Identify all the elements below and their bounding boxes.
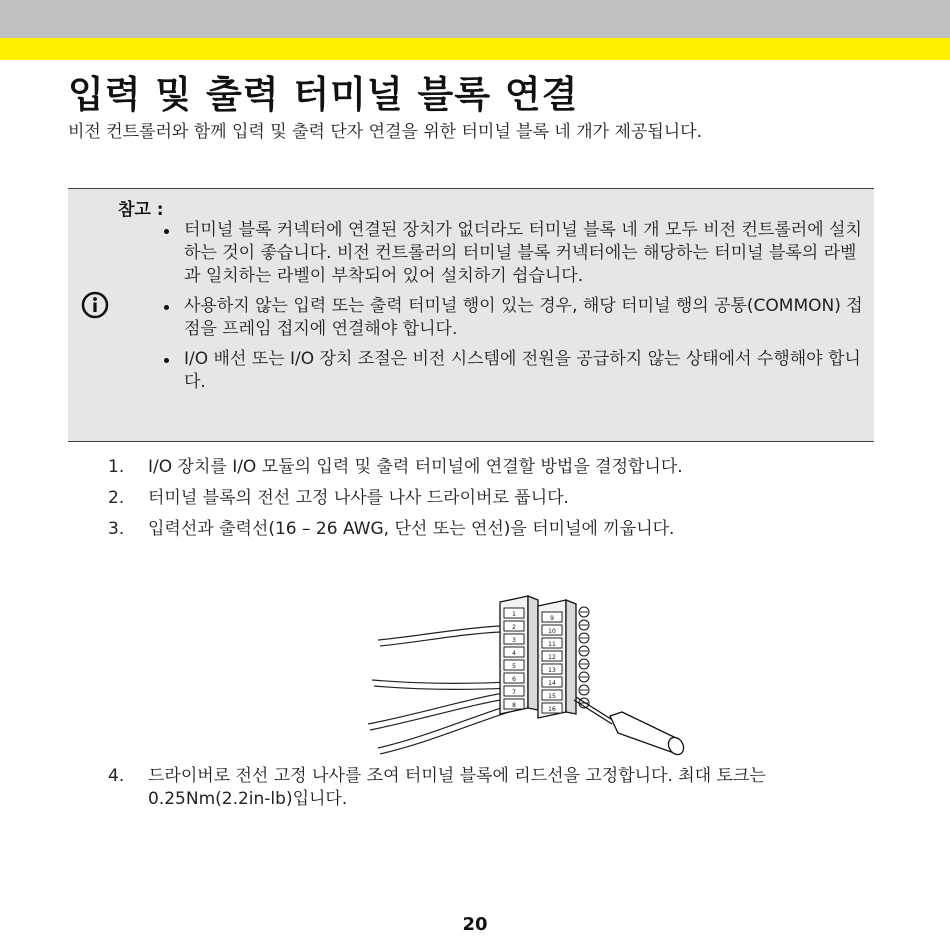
- note-item: [164, 219, 870, 288]
- note-item: [164, 348, 870, 394]
- bullet-icon: [164, 358, 169, 363]
- bullet-icon: [164, 229, 169, 234]
- bullet-icon: [164, 305, 169, 310]
- step-number: 2.: [108, 488, 125, 508]
- step-text: 드라이버로 전선 고정 나사를 조여 터미널 블록에 리드선을 고정합니다. 최대 토크는 0.25Nm(2.2in-lb)입니다.: [148, 766, 766, 809]
- info-icon: [81, 291, 109, 319]
- block-number: 11: [548, 641, 556, 648]
- block-number: 8: [512, 702, 516, 709]
- page-number: 20: [462, 914, 488, 935]
- block-number: 2: [512, 624, 516, 631]
- step-item: [108, 518, 868, 541]
- block-number: 10: [548, 628, 556, 635]
- screwdriver-icon: [574, 697, 687, 757]
- note-item-text: 사용하지 않는 입력 또는 출력 터미널 행이 있는 경우, 해당 터미널 행의 공통(COMMON) 접점을 프레임 접지에 연결해야 합니다.: [184, 296, 863, 339]
- block-number: 15: [548, 693, 556, 700]
- block-number: 12: [548, 654, 556, 661]
- block-number: 5: [512, 663, 516, 670]
- header-gray-bar: [0, 0, 950, 38]
- steps-list: [108, 456, 868, 549]
- note-item-text: I/O 배선 또는 I/O 장치 조절은 비전 시스템에 전원을 공급하지 않는 상태에서 수행해야 합니다.: [184, 349, 861, 392]
- block-number: 16: [548, 706, 556, 713]
- step-text: 입력선과 출력선(16 – 26 AWG, 단선 또는 연선)을 터미널에 끼웁니다.: [148, 519, 675, 539]
- step-text: I/O 장치를 I/O 모듈의 입력 및 출력 터미널에 연결할 방법을 결정합니다.: [148, 457, 683, 477]
- note-label: 참고 :: [118, 200, 164, 220]
- note-list: [164, 219, 870, 401]
- steps-list-continued: [108, 765, 868, 811]
- note-box: [68, 188, 874, 442]
- step-number: 4.: [108, 766, 125, 786]
- note-item-text: 터미널 블록 커넥터에 연결된 장치가 없더라도 터미널 블록 네 개 모두 비전 컨트롤러에 설치하는 것이 좋습니다. 비전 컨트롤러의 터미널 블록 커넥터에는 해당하는 터미널 블록의 라벨과 일치하는 라벨이 부착되어 있어 설치하기 쉽습니다.: [184, 220, 862, 286]
- block-number: 14: [548, 680, 556, 687]
- block-number: 9: [550, 615, 554, 622]
- step-item: [108, 487, 868, 510]
- step-number: 3.: [108, 519, 125, 539]
- block-number: 4: [512, 650, 516, 657]
- intro-paragraph: 비전 컨트롤러와 함께 입력 및 출력 단자 연결을 위한 터미널 블록 네 개가 제공됩니다.: [68, 122, 703, 142]
- page-title: 입력 및 출력 터미널 블록 연결: [68, 73, 579, 116]
- step-item: [108, 765, 868, 811]
- block-number: 7: [512, 689, 516, 696]
- block-number: 3: [512, 637, 516, 644]
- step-text: 터미널 블록의 전선 고정 나사를 나사 드라이버로 풉니다.: [148, 488, 569, 508]
- block-number: 1: [512, 611, 516, 618]
- step-item: [108, 456, 868, 479]
- header-yellow-bar: [0, 38, 950, 60]
- note-item: [164, 295, 870, 341]
- block-number: 13: [548, 667, 556, 674]
- block-number: 6: [512, 676, 516, 683]
- terminal-block-illustration: [360, 588, 700, 758]
- step-number: 1.: [108, 457, 125, 477]
- wire: [380, 704, 552, 754]
